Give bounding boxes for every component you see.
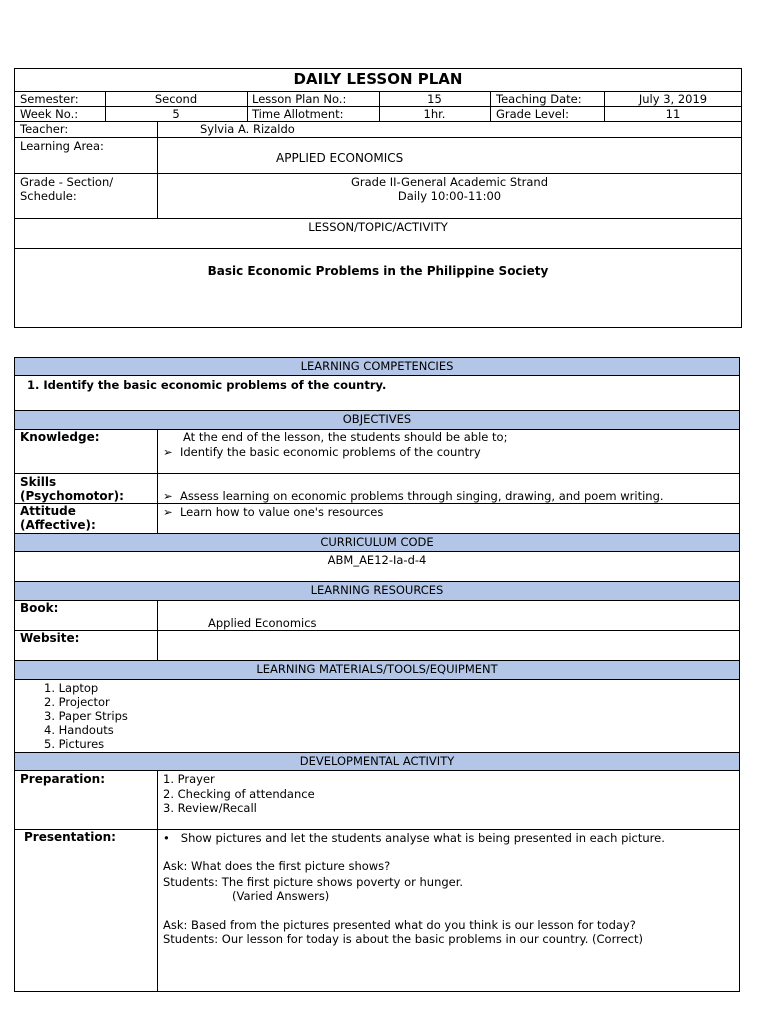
presentation-line: Students: The first picture shows poverty or hunger.	[163, 875, 464, 889]
grade-section-value: Grade II-General Academic Strand	[350, 175, 548, 189]
week-no-value: 5	[172, 107, 180, 121]
arrowhead-bullet-icon: ➢	[163, 505, 173, 519]
learning-area-label: Learning Area:	[20, 139, 104, 153]
list-item: 3. Paper Strips	[44, 709, 128, 723]
presentation-line: Students: Our lesson for today is about the basic problems in our country. (Correct)	[163, 932, 643, 946]
lesson-plan-no-value: 15	[427, 92, 442, 106]
knowledge-label: Knowledge:	[20, 430, 100, 444]
presentation-line: Show pictures and let the students analyse what is being presented in each picture.	[180, 831, 665, 845]
developmental-activity-heading: DEVELOPMENTAL ACTIVITY	[14, 752, 740, 771]
presentation-line: (Varied Answers)	[232, 889, 330, 903]
list-item: 3. Review/Recall	[163, 801, 257, 815]
learning-materials-heading: LEARNING MATERIALS/TOOLS/EQUIPMENT	[14, 660, 740, 680]
presentation-label: Presentation:	[24, 830, 116, 844]
attitude-sublabel: (Affective):	[20, 518, 96, 532]
preparation-label: Preparation:	[20, 772, 105, 786]
skills-item: Assess learning on economic problems through singing, drawing, and poem writing.	[179, 489, 664, 503]
curriculum-code-heading: CURRICULUM CODE	[14, 533, 740, 552]
semester-value: Second	[154, 92, 198, 106]
page-title: DAILY LESSON PLAN	[293, 70, 463, 88]
presentation-bullet-row	[163, 831, 665, 845]
lesson-plan-no-label: Lesson Plan No.:	[252, 92, 347, 106]
grade-level-label: Grade Level:	[496, 107, 569, 121]
time-allotment-value: 1hr.	[423, 107, 446, 121]
presentation-line: Ask: Based from the pictures presented what do you think is our lesson for today?	[163, 918, 636, 932]
skills-sublabel: (Psychomotor):	[20, 489, 124, 503]
skills-bullet-row	[163, 489, 664, 503]
grade-section-label: Grade - Section/	[20, 175, 114, 189]
round-bullet-icon: •	[163, 831, 170, 845]
presentation-line: Ask: What does the first picture shows?	[163, 859, 391, 873]
book-value: Applied Economics	[208, 616, 317, 630]
schedule-value: Daily 10:00-11:00	[397, 189, 502, 203]
learning-competencies-heading: LEARNING COMPETENCIES	[14, 357, 740, 376]
curriculum-code-value: ABM_AE12-Ia-d-4	[327, 553, 427, 567]
objectives-heading: OBJECTIVES	[14, 410, 740, 430]
arrowhead-bullet-icon: ➢	[163, 489, 173, 503]
list-item: 5. Pictures	[44, 737, 105, 751]
learning-area-value: APPLIED ECONOMICS	[276, 151, 404, 165]
lesson-topic-label: LESSON/TOPIC/ACTIVITY	[308, 220, 448, 234]
arrowhead-bullet-icon: ➢	[163, 445, 173, 459]
teacher-value: Sylvia A. Rizaldo	[200, 122, 295, 136]
attitude-item: Learn how to value one's resources	[179, 505, 384, 519]
book-label: Book:	[20, 601, 59, 615]
attitude-bullet-row	[163, 505, 383, 519]
week-no-label: Week No.:	[20, 107, 79, 121]
teaching-date-value: July 3, 2019	[638, 92, 708, 106]
skills-label: Skills	[20, 475, 57, 489]
teacher-label: Teacher:	[20, 122, 69, 136]
list-item: 2. Checking of attendance	[163, 787, 315, 801]
time-allotment-label: Time Allotment:	[252, 107, 344, 121]
list-item: 2. Projector	[44, 695, 110, 709]
teaching-date-label: Teaching Date:	[496, 92, 582, 106]
list-item: 4. Handouts	[44, 723, 114, 737]
website-label: Website:	[20, 631, 80, 645]
list-item: 1. Prayer	[163, 772, 215, 786]
list-item: 1. Laptop	[44, 681, 99, 695]
attitude-label: Attitude	[20, 504, 76, 518]
competency-item: 1. Identify the basic economic problems of the country.	[27, 378, 387, 392]
knowledge-intro: At the end of the lesson, the students should be able to;	[183, 430, 508, 444]
knowledge-item: Identify the basic economic problems of the country	[179, 445, 481, 459]
learning-resources-heading: LEARNING RESOURCES	[14, 581, 740, 601]
knowledge-bullet-row	[163, 445, 481, 459]
lesson-topic-value: Basic Economic Problems in the Philippine Society	[207, 264, 549, 278]
grade-level-value: 11	[665, 107, 681, 121]
schedule-label: Schedule:	[20, 189, 77, 203]
semester-label: Semester:	[20, 92, 79, 106]
